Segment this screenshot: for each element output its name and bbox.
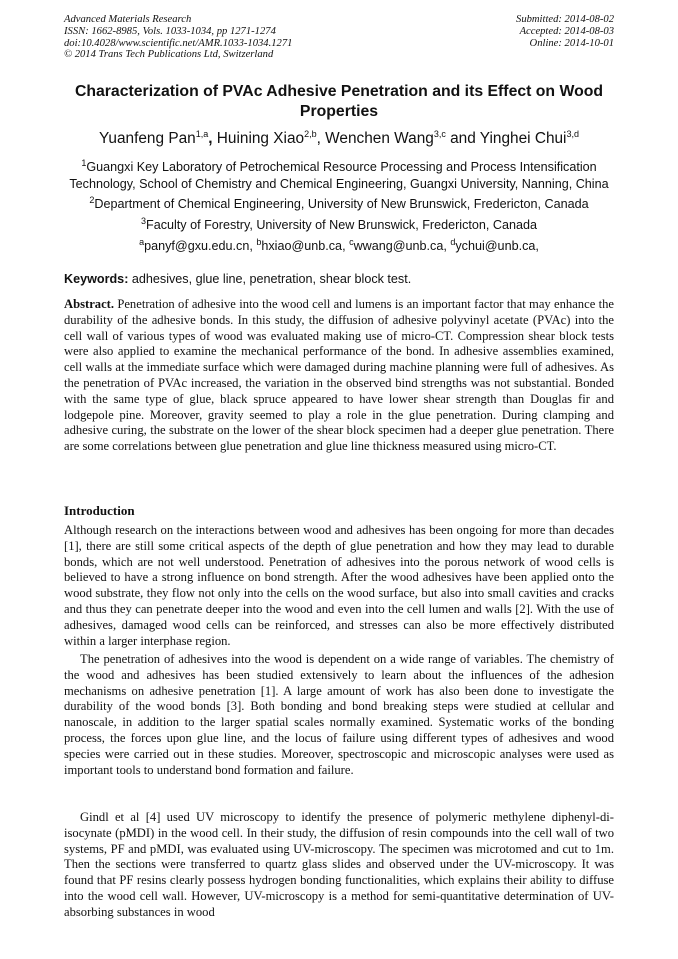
author-separator: , — [208, 130, 217, 148]
author-affiliation-mark: 3,c — [433, 129, 446, 139]
author-emails — [40, 234, 638, 255]
affiliation-text: Faculty of Forestry, University of New Brunswick, Fredericton, Canada — [146, 218, 538, 233]
affiliation-text: Guangxi Key Laboratory of Petrochemical Resource Processing and Process Intensification — [86, 160, 597, 175]
intro-paragraph-3: Gindl et al [4] used UV microscopy to identify the presence of polymeric methylene diphenyl-di-isocynate (pMDI) in the wood cell. In their study, the diffusion of resin compounds into the cell wall of two systems, PF and pMDI, was evaluated using UV-microscopy. The specimen was microtomed and cut to 1m. Then the sections were transferred to quartz glass slides and observed under the UV-microscopy. It was found that PF resins clearly possess hydrogen bonding functionalities, which explains their ability to diffuse into the wood cell wall. However, UV-microscopy is a method for semi-quantitative determination of UV-absorbing substances in wood — [64, 810, 614, 919]
abstract — [64, 297, 614, 455]
author-separator: and — [445, 130, 480, 148]
author-name: Huining Xiao — [216, 130, 305, 148]
keywords-label: Keywords: — [64, 272, 129, 286]
email-address[interactable]: ychui@unb.ca, — [455, 239, 539, 254]
accepted-date: Accepted: 2014-08-03 — [519, 25, 614, 37]
author-affiliation-mark: 2,b — [304, 129, 317, 139]
email-address[interactable]: panyf@gxu.edu.cn, — [144, 239, 257, 254]
intro-paragraph-2: The penetration of adhesives into the wood is dependent on a wide range of variables. The chemistry of the wood and adhesives has been studied extensively to learn about the influences of the adhesion mechanisms on adhesive penetration [1]. A large amount of work has also been done to investigate the durability of the wood bonds [3]. Both bonding and bond breaking steps were studied at cellular and nanoscale, in addition to the larger spatial scales normally examined. Systematic works of the bonding process, the forces upon glue line, and the locus of failure using different types of adhesives and wood species were carried out in these studies. Moreover, spectroscopic and microscopic analyses were used as important tools to understand bond formation and failure. — [64, 652, 614, 777]
author-name: Wenchen Wang — [325, 130, 434, 148]
abstract-label: Abstract. — [64, 297, 115, 311]
paper-title: Characterization of PVAc Adhesive Penetration and its Effect on Wood Properties — [74, 83, 604, 120]
journal-header — [64, 14, 292, 61]
affiliation-1 — [40, 155, 638, 193]
keywords — [64, 272, 411, 286]
submission-dates — [516, 14, 614, 49]
affiliation-3 — [40, 213, 638, 234]
abstract-text: Penetration of adhesive into the wood cell and lumens is an important factor that may enhance the durability of the adhesive bonds. In this study, the diffusion of adhesive polyvinyl acetate (PVAc) into the cell wall of various types of wood was evaluated making use of micro-CT. Compression shear block tests were also applied to examine the mechanical performance of the bond. In adhesive assemblies examined, cell walls at the immediate surface which were damaged during machine planning were full of adhesives. As the penetration of PVAc increased, the variation in the observed bind strengths was not substantial. Bonded with the same type of glue, black spruce appeared to have lower shear strength than Douglas fir and lodgepole pine. Moreover, gravity seemed to play a role in the glue penetration. During clamping and adhesive curing, the substrate on the lower of the shear block specimen had a deeper glue penetration. There are some correlations between glue penetration and glue line thickness measured using micro-CT. — [64, 297, 614, 454]
email-address[interactable]: hxiao@unb.ca, — [261, 239, 350, 254]
journal-name: Advanced Materials Research — [64, 14, 192, 25]
keywords-text: adhesives, glue line, penetration, shear block test. — [128, 272, 412, 286]
email-mark: a — [139, 237, 145, 247]
online-date: Online: 2014-10-01 — [529, 37, 614, 49]
author-separator: , — [316, 130, 326, 148]
affiliation-text: Department of Chemical Engineering, University of New Brunswick, Fredericton, Canada — [94, 197, 589, 212]
email-mark: d — [450, 237, 456, 247]
author-affiliation-mark: 3,d — [566, 129, 579, 139]
journal-issn: ISSN: 1662-8985, Vols. 1033-1034, pp 1271-1274 — [64, 25, 276, 37]
email-mark: c — [349, 237, 354, 247]
author-list — [40, 129, 638, 148]
author-affiliation-mark: 1,a — [195, 129, 209, 139]
affiliation-mark: 1 — [81, 158, 87, 168]
affiliation-mark: 3 — [140, 216, 146, 226]
affiliation-2 — [40, 192, 638, 213]
journal-doi: doi:10.4028/www.scientific.net/AMR.1033-1034.1271 — [64, 37, 293, 49]
email-address[interactable]: wwang@unb.ca, — [353, 239, 451, 254]
author-name: Yuanfeng Pan — [99, 130, 196, 148]
affiliation-text: Technology, School of Chemistry and Chemical Engineering, Guangxi University, Nanning, China — [69, 177, 609, 192]
journal-copyright: © 2014 Trans Tech Publications Ltd, Switzerland — [64, 49, 274, 61]
author-name: Yinghei Chui — [479, 130, 567, 148]
affiliation-mark: 2 — [89, 195, 95, 205]
email-mark: b — [256, 237, 262, 247]
submitted-date: Submitted: 2014-08-02 — [516, 14, 614, 25]
intro-paragraph-1: Although research on the interactions between wood and adhesives has been ongoing for more than decades [1], there are still some critical aspects of the depth of glue penetration and how they may lead to durable bonds, which are not well understood. Penetration of adhesives into the porous network of wood cells is believed to have a strong influence on bond strength. After the wood adhesives have been applied onto the wood substrate, they flow not only into the cells on the wood surface, but also into small cavities and cracks and thus they can penetrate deeper into the wood and even into the cell lumen and walls [2]. With the use of adhesives, damaged wood cells can be reinforced, and stresses can also be more effectively distributed within a larger interphase region. — [64, 523, 614, 648]
section-heading-introduction: Introduction — [64, 503, 135, 518]
